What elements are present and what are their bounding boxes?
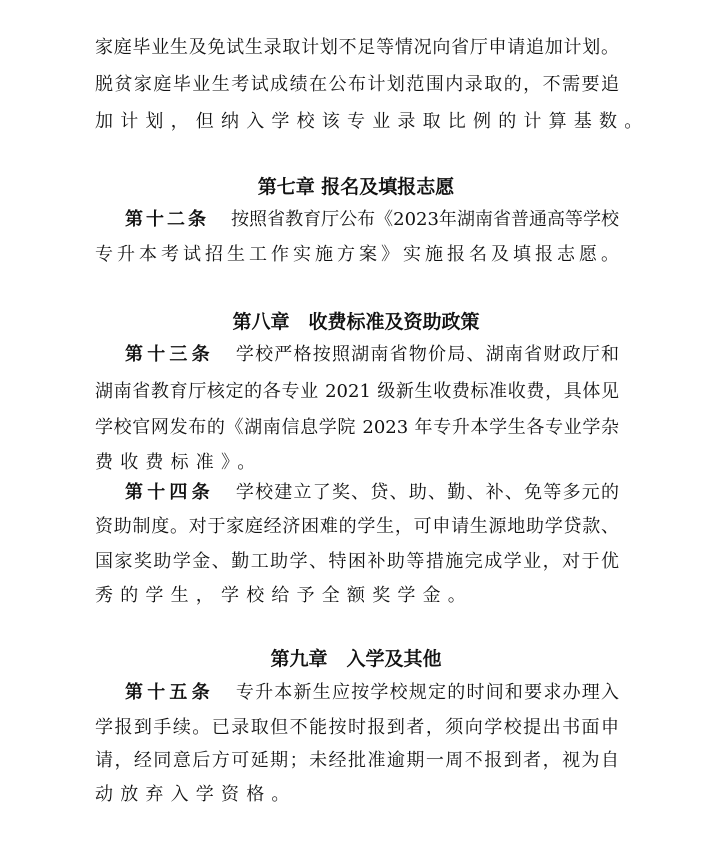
- text-line: 国家奖助学金、勤工助学、特困补助等措施完成学业，对于优: [95, 551, 619, 572]
- chapter-heading: 第八章 收费标准及资助政策: [232, 311, 480, 333]
- text-line: 秀的学生，学校给予全额奖学金。: [95, 585, 473, 606]
- text-line: 加计划，但纳入学校该专业录取比例的计算基数。: [95, 111, 650, 132]
- article-first-line: [125, 207, 619, 233]
- text-line: 家庭毕业生及免试生录取计划不足等情况向省厅申请追加计划。: [95, 37, 619, 58]
- text-line: 脱贫家庭毕业生考试成绩在公布计划范围内录取的，不需要追: [95, 74, 619, 95]
- text-line: 学校官网发布的《湖南信息学院 2023 年专升本学生各专业学杂: [95, 417, 619, 438]
- text-line: 费收费标准》。: [95, 452, 263, 473]
- text-line: 学报到手续。已录取但不能按时报到者，须向学校提出书面申: [95, 717, 619, 738]
- article-text: 学校严格按照湖南省物价局、湖南省财政厅和: [235, 344, 620, 365]
- text-line: 湖南省教育厅核定的各专业 2021 级新生收费标准收费，具体见: [95, 381, 619, 402]
- article-text: 学校建立了奖、贷、助、勤、补、免等多元的: [235, 482, 620, 503]
- text-line: 资助制度。对于家庭经济困难的学生，可申请生源地助学贷款、: [95, 516, 619, 537]
- article-text: 按照省教育厅公布《2023年湖南省普通高等学校: [231, 209, 620, 230]
- article-first-line: [125, 342, 619, 368]
- article-first-line: [125, 480, 619, 506]
- article-label: 第十二条: [125, 209, 210, 230]
- text-line: 专升本考试招生工作实施方案》实施报名及填报志愿。: [95, 244, 619, 265]
- article-first-line: [125, 680, 619, 706]
- text-line: 请，经同意后方可延期；未经批准逾期一周不报到者，视为自: [95, 750, 619, 771]
- article-text: 专升本新生应按学校规定的时间和要求办理入: [235, 682, 620, 703]
- chapter-heading: 第九章 入学及其他: [270, 648, 442, 670]
- article-label: 第十三条: [125, 344, 214, 365]
- chapter-heading: 第七章 报名及填报志愿: [257, 176, 455, 198]
- article-label: 第十五条: [125, 682, 214, 703]
- article-label: 第十四条: [125, 482, 214, 503]
- text-line: 动放弃入学资格。: [95, 784, 297, 805]
